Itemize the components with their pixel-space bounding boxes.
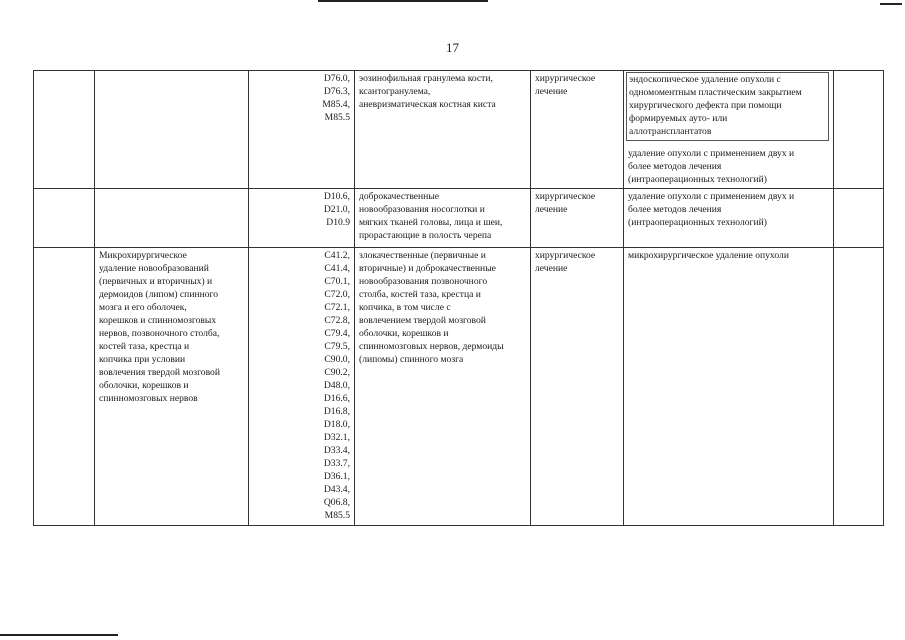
- care-type-line: (первичных и вторичных) и: [99, 276, 213, 287]
- cell-patient-model: [355, 248, 531, 526]
- treatment-method-line: удаление опухоли с применением двух и: [628, 191, 795, 202]
- patient-model-line: ксантогранулема,: [359, 86, 431, 97]
- care-type-line: оболочки, корешков и: [99, 380, 189, 391]
- icd-code: C90.2,: [324, 367, 350, 378]
- patient-model-line: оболочки, корешков и: [359, 328, 449, 339]
- patient-model-line: прорастающие в полость черепа: [359, 230, 492, 241]
- cell-icd-codes: [249, 189, 355, 248]
- icd-code: Q06.8,: [323, 497, 350, 508]
- icd-code: D21.0,: [323, 204, 350, 215]
- treatment-method-line: (интраоперационных технологий): [628, 217, 767, 228]
- cell-treatment-type: [531, 189, 624, 248]
- medical-care-table: [33, 70, 884, 526]
- scan-artifact-bottom-left: [0, 634, 118, 636]
- icd-code: D36.1,: [323, 471, 350, 482]
- care-type-line: корешков и спинномозговых: [99, 315, 217, 326]
- icd-code: D76.0,: [323, 73, 350, 84]
- cell-norm-cost: [834, 71, 884, 189]
- icd-code: D10.6,: [323, 191, 350, 202]
- cell-treatment-method: [624, 248, 834, 526]
- care-type-line: нервов, позвоночного столба,: [99, 328, 220, 339]
- cell-treatment-method: [624, 71, 834, 189]
- treatment-type-line: хирургическое: [535, 73, 596, 84]
- icd-code: C79.4,: [324, 328, 350, 339]
- patient-model-line: злокачественные (первичные и: [359, 250, 486, 261]
- icd-code: C90.0,: [324, 354, 350, 365]
- cell-patient-model: [355, 189, 531, 248]
- cell-norm-cost: [834, 248, 884, 526]
- icd-code: D18.0,: [323, 419, 350, 430]
- patient-model-line: (липомы) спинного мозга: [359, 354, 464, 365]
- cell-care-type-name: [95, 71, 249, 189]
- patient-model-line: новообразования носоглотки и: [359, 204, 485, 215]
- icd-code: D10.9: [326, 217, 350, 228]
- treatment-method-item: [628, 190, 829, 229]
- page-number: 17: [446, 40, 459, 55]
- care-type-line: Микрохирургическое: [99, 250, 187, 261]
- cell-group-number: [34, 248, 95, 526]
- cell-norm-cost: [834, 189, 884, 248]
- icd-code: D33.7,: [323, 458, 350, 469]
- treatment-type-line: лечение: [535, 86, 568, 97]
- cell-icd-codes: [249, 248, 355, 526]
- treatment-method-line: эндоскопическое удаление опухоли с: [629, 74, 781, 85]
- table-row: [34, 189, 884, 248]
- treatment-method-item: [628, 249, 829, 262]
- icd-code: D16.6,: [323, 393, 350, 404]
- icd-code: C72.8,: [324, 315, 350, 326]
- care-type-line: спинномозговых нервов: [99, 393, 198, 404]
- cell-icd-codes: [249, 71, 355, 189]
- scan-artifact-top-right: [880, 3, 902, 5]
- cell-treatment-type: [531, 248, 624, 526]
- icd-code: C41.4,: [324, 263, 350, 274]
- icd-code: D43.4,: [323, 484, 350, 495]
- icd-code: D32.1,: [323, 432, 350, 443]
- icd-code: D16.8,: [323, 406, 350, 417]
- treatment-method-line: удаление опухоли с применением двух и: [628, 148, 795, 159]
- patient-model-line: копчика, в том числе с: [359, 302, 451, 313]
- cell-patient-model: [355, 71, 531, 189]
- patient-model-line: доброкачественные: [359, 191, 440, 202]
- care-type-line: дермоидов (липом) спинного: [99, 289, 219, 300]
- icd-code: D48.0,: [323, 380, 350, 391]
- patient-model-line: новообразования позвоночного: [359, 276, 488, 287]
- treatment-method-line: формируемых ауто- или: [629, 113, 728, 124]
- cell-care-type-name: [95, 189, 249, 248]
- treatment-type-line: лечение: [535, 263, 568, 274]
- cell-care-type-name: [95, 248, 249, 526]
- treatment-method-line: (интраоперационных технологий): [628, 174, 767, 185]
- icd-code: C79.5,: [324, 341, 350, 352]
- icd-code: D76.3,: [323, 86, 350, 97]
- icd-code: M85.4,: [322, 99, 350, 110]
- patient-model-line: эозинофильная гранулема кости,: [359, 73, 493, 84]
- treatment-method-line: более методов лечения: [628, 204, 722, 215]
- treatment-type-line: хирургическое: [535, 191, 596, 202]
- cell-treatment-method: [624, 189, 834, 248]
- treatment-method-line: аллотрансплантатов: [629, 126, 712, 137]
- icd-code: C70.1,: [324, 276, 350, 287]
- treatment-method-line: микрохирургическое удаление опухоли: [628, 250, 789, 261]
- cell-treatment-type: [531, 71, 624, 189]
- patient-model-line: спинномозговых нервов, дермоиды: [359, 341, 504, 352]
- treatment-method-line: хирургического дефекта при помощи: [629, 100, 782, 111]
- treatment-method-item: [626, 72, 829, 141]
- care-type-line: удаление новообразований: [99, 263, 209, 274]
- patient-model-line: вторичные) и доброкачественные: [359, 263, 496, 274]
- treatment-method-line: одномоментным пластическим закрытием: [629, 87, 802, 98]
- icd-code: C72.1,: [324, 302, 350, 313]
- icd-code: C72.0,: [324, 289, 350, 300]
- care-type-line: мозга и его оболочек,: [99, 302, 187, 313]
- icd-code: M85.5: [324, 112, 350, 123]
- patient-model-line: аневризматическая костная киста: [359, 99, 496, 110]
- care-type-line: копчика при условии: [99, 354, 186, 365]
- treatment-method-line: более методов лечения: [628, 161, 722, 172]
- scan-artifact-top: [318, 0, 488, 2]
- patient-model-line: мягких тканей головы, лица и шеи,: [359, 217, 503, 228]
- treatment-type-line: лечение: [535, 204, 568, 215]
- icd-code: D33.4,: [323, 445, 350, 456]
- table-body: [34, 71, 884, 526]
- cell-group-number: [34, 71, 95, 189]
- patient-model-line: вовлечением твердой мозговой: [359, 315, 486, 326]
- table-row: [34, 248, 884, 526]
- cell-group-number: [34, 189, 95, 248]
- care-type-line: вовлечения твердой мозговой: [99, 367, 220, 378]
- patient-model-line: столба, костей таза, крестца и: [359, 289, 481, 300]
- icd-code: C41.2,: [324, 250, 350, 261]
- table-row: [34, 71, 884, 189]
- treatment-method-item: [628, 147, 829, 186]
- icd-code: M85.5: [324, 510, 350, 521]
- treatment-type-line: хирургическое: [535, 250, 596, 261]
- care-type-line: костей таза, крестца и: [99, 341, 190, 352]
